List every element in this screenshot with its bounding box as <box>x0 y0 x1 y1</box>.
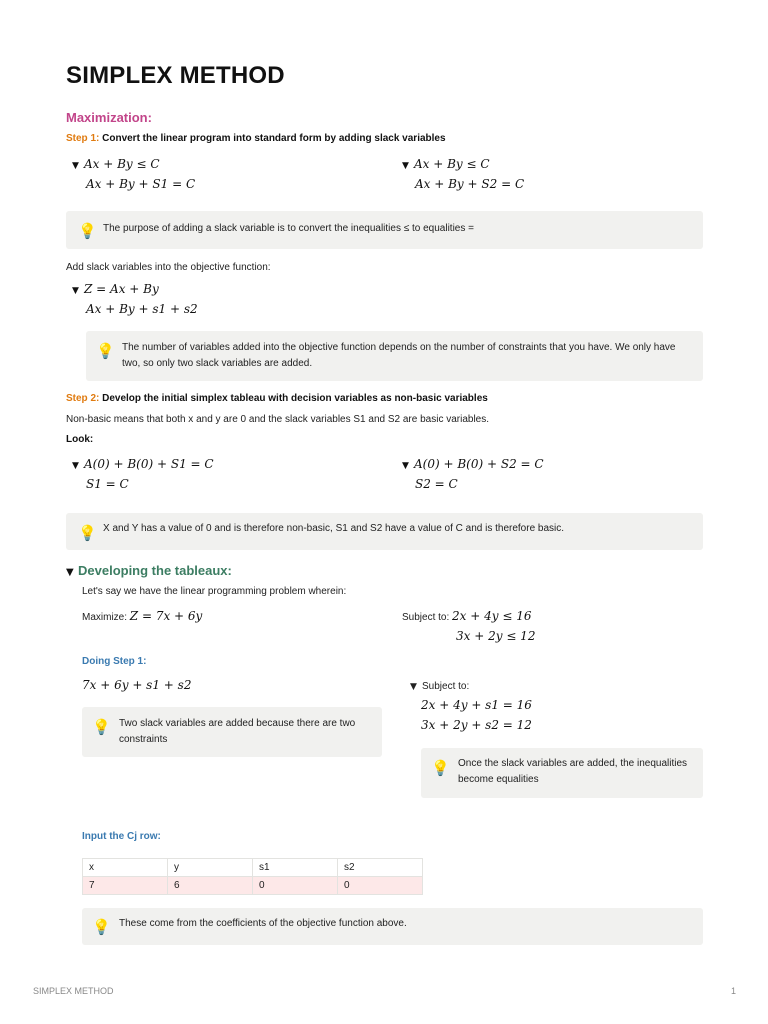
table-header-cell: s1 <box>253 859 338 877</box>
step2-right-toggle[interactable] <box>402 457 544 471</box>
objective-eq1: Z = Ax + By <box>84 282 159 296</box>
table-header-cell: x <box>83 859 168 877</box>
footer-title: SIMPLEX METHOD <box>33 986 114 996</box>
step2-text: Develop the initial simplex tableau with decision variables as non-basic variables <box>102 393 488 404</box>
objective-toggle[interactable] <box>72 282 159 296</box>
maximization-heading: Maximization: <box>66 110 152 125</box>
callout-coefficients <box>82 908 703 945</box>
look-label: Look: <box>66 434 94 445</box>
table-cell: 0 <box>338 877 423 895</box>
triangle-down-icon[interactable]: ▼ <box>72 161 79 171</box>
step2-label: Step 2: <box>66 393 100 404</box>
triangle-down-icon[interactable]: ▼ <box>72 461 79 471</box>
maximize-line <box>82 609 202 623</box>
callout-text: The purpose of adding a slack variable is to convert the inequalities ≤ to equalities = <box>103 223 474 234</box>
step1-left-eq2: Ax + By + S1 = C <box>86 177 196 191</box>
step1-label: Step 1: <box>66 133 100 144</box>
callout-basic-nonbasic <box>66 513 703 550</box>
constraint-1: 2x + 4y ≤ 16 <box>452 609 532 623</box>
callout-text: Once the slack variables are added, the inequalities become equalities <box>458 758 688 785</box>
step2-left-eq1: A(0) + B(0) + S1 = C <box>84 457 214 471</box>
lightbulb-icon: 💡 <box>78 525 97 542</box>
callout-text: The number of variables added into the objective function depends on the number of constraints that you have. We only have two, so only two slack variables are added. <box>122 342 676 369</box>
callout-slack-purpose <box>66 211 703 249</box>
lightbulb-icon: 💡 <box>92 719 111 736</box>
table-cell: 0 <box>253 877 338 895</box>
maximize-label: Maximize: <box>82 612 128 623</box>
subject-to-line <box>402 609 532 623</box>
step1-right-eq2: Ax + By + S2 = C <box>415 177 525 191</box>
lightbulb-icon: 💡 <box>78 223 97 240</box>
nonbasic-text: Non-basic means that both x and y are 0 and the slack variables S1 and S2 are basic variables. <box>66 414 490 425</box>
subject-to-label: Subject to: <box>402 612 450 623</box>
triangle-down-icon[interactable]: ▼ <box>402 461 409 471</box>
step1-objective-eq: 7x + 6y + s1 + s2 <box>82 678 192 692</box>
triangle-down-icon[interactable]: ▼ <box>66 567 74 578</box>
lightbulb-icon: 💡 <box>96 343 115 360</box>
step1-text: Convert the linear program into standard form by adding slack variables <box>102 133 446 144</box>
lightbulb-icon: 💡 <box>431 760 450 777</box>
lightbulb-icon: 💡 <box>92 919 111 936</box>
table-header-row <box>83 859 423 877</box>
table-cell: 6 <box>168 877 253 895</box>
objective-eq2: Ax + By + s1 + s2 <box>86 302 198 316</box>
cj-table <box>82 858 423 895</box>
step1-left-eq1: Ax + By ≤ C <box>84 157 160 171</box>
developing-intro: Let's say we have the linear programming problem wherein: <box>82 586 347 597</box>
doing-step1-heading: Doing Step 1: <box>82 656 147 667</box>
constraint-2: 3x + 2y ≤ 12 <box>456 629 536 643</box>
callout-text: These come from the coefficients of the objective function above. <box>119 918 407 929</box>
table-row <box>83 877 423 895</box>
step2-left-eq2: S1 = C <box>86 477 129 491</box>
step2-left-toggle[interactable] <box>72 457 214 471</box>
step2-right-eq1: A(0) + B(0) + S2 = C <box>414 457 544 471</box>
page-title: SIMPLEX METHOD <box>66 62 285 89</box>
subject-to-toggle[interactable] <box>410 681 469 692</box>
step1-left-toggle[interactable] <box>72 157 160 171</box>
callout-two-constraints <box>82 707 382 757</box>
step1-right-toggle[interactable] <box>402 157 490 171</box>
step2-line <box>66 393 488 404</box>
triangle-down-icon[interactable]: ▼ <box>402 161 409 171</box>
callout-text: X and Y has a value of 0 and is therefore non-basic, S1 and S2 have a value of C and is therefore basic. <box>103 523 565 534</box>
table-header-cell: y <box>168 859 253 877</box>
developing-heading: Developing the tableaux: <box>78 563 232 578</box>
slack-eq-2: 3x + 2y + s2 = 12 <box>421 718 532 732</box>
add-slack-text: Add slack variables into the objective function: <box>66 262 271 273</box>
callout-equalities <box>421 748 703 798</box>
step1-right-eq1: Ax + By ≤ C <box>414 157 490 171</box>
triangle-down-icon[interactable]: ▼ <box>72 286 79 296</box>
triangle-down-icon[interactable]: ▼ <box>410 682 417 692</box>
step2-right-eq2: S2 = C <box>415 477 458 491</box>
slack-eq-1: 2x + 4y + s1 = 16 <box>421 698 532 712</box>
table-header-cell: s2 <box>338 859 423 877</box>
maximize-eq: Z = 7x + 6y <box>129 609 203 623</box>
callout-text: Two slack variables are added because there are two constraints <box>119 718 356 745</box>
step1-line <box>66 133 446 144</box>
page-number: 1 <box>731 986 737 996</box>
subject-to-toggle-label: Subject to: <box>422 681 470 692</box>
developing-toggle[interactable] <box>66 563 232 578</box>
cj-row-heading: Input the Cj row: <box>82 831 161 842</box>
table-cell: 7 <box>83 877 168 895</box>
callout-variables-count <box>86 331 703 381</box>
